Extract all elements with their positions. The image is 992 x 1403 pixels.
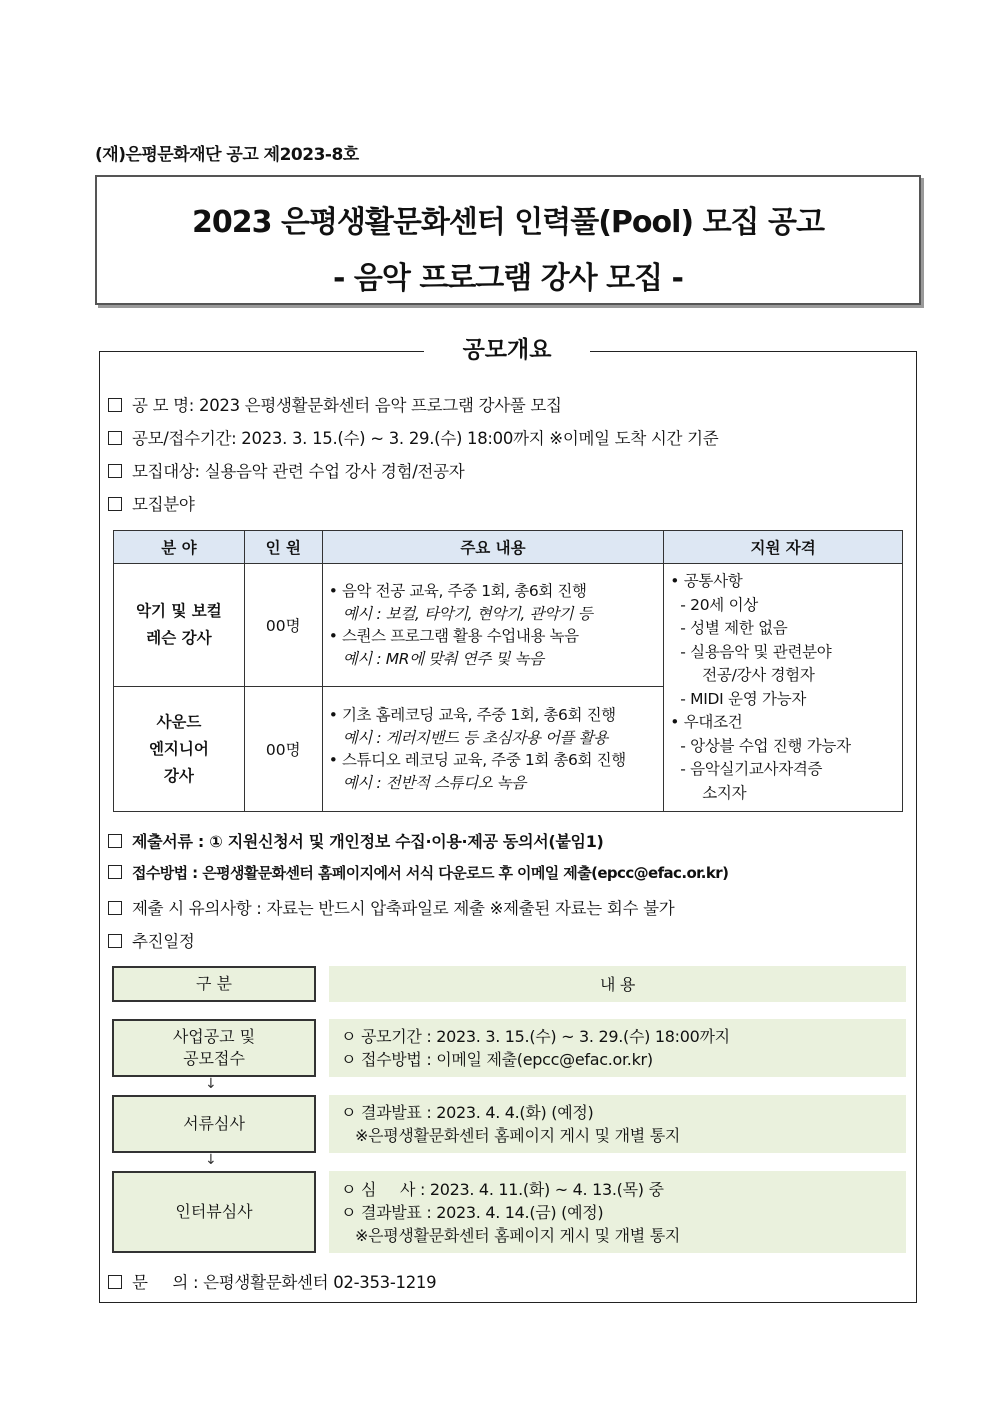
checkbox-icon (108, 464, 122, 478)
overview-frame (99, 351, 917, 1303)
inquiry: 문 의 : 은평생활문화센터 02-353-1219 (108, 1269, 436, 1293)
header-count: 인 원 (244, 531, 322, 564)
field-table (113, 530, 903, 812)
checkbox-icon (108, 1275, 122, 1289)
schedule-step-label: 사업공고 및 공모접수 (112, 1019, 316, 1077)
checkbox-icon (108, 865, 122, 879)
submission-method: 접수방법 : 은평생활문화센터 홈페이지에서 서식 다운로드 후 이메일 제출(epcc@efac.or.kr) (108, 862, 728, 883)
category-cell: 악기 및 보컬 레슨 강사 (114, 564, 245, 687)
header-qualification: 지원 자격 (664, 531, 903, 564)
checkbox-icon (108, 901, 122, 915)
schedule-step-content: ㅇ 공모기간 : 2023. 3. 15.(수) ~ 3. 29.(수) 18:00까지 ㅇ 접수방법 : 이메일 제출(epcc@efac.or.kr) (329, 1019, 906, 1077)
arrow-down-icon: ↓ (205, 1076, 217, 1092)
count-cell: 00명 (244, 687, 322, 812)
schedule-header-content: 내 용 (329, 966, 906, 1002)
checkbox-icon (108, 934, 122, 948)
submission-caution: 제출 시 유의사항 : 자료는 반드시 압축파일로 제출 ※제출된 자료는 회수 불가 (108, 895, 674, 919)
title-box (95, 175, 921, 305)
header-content: 주요 내용 (322, 531, 664, 564)
header-field: 분 야 (114, 531, 245, 564)
submission-documents: 제출서류 : ① 지원신청서 및 개인정보 수집·이용·제공 동의서(붙임1) (108, 829, 604, 852)
title-line2: - 음악 프로그램 강사 모집 - (333, 261, 683, 296)
schedule-step-label: 서류심사 (112, 1095, 316, 1153)
content-cell: • 음악 전공 교육, 주중 1회, 총6회 진행 예시 : 보컬, 타악기, 현악기, 관악기 등 • 스퀀스 프로그램 활용 수업내용 녹음 예시 : MR에 맞춰 연주 및 녹음 (322, 564, 664, 687)
checkbox-icon (108, 497, 122, 511)
title-line1: 2023 은평생활문화센터 인력풀(Pool) 모집 공고 (192, 205, 824, 240)
schedule-step-content: ㅇ 결과발표 : 2023. 4. 4.(화) (예정) ※은평생활문화센터 홈페이지 게시 및 개별 통지 (329, 1095, 906, 1153)
content-cell: • 기초 홈레코딩 교육, 주중 1회, 총6회 진행 예시 : 게러지밴드 등 초심자용 어플 활용 • 스튜디오 레코딩 교육, 주중 1회 총6회 진행 예시 : 전반적 스튜디오 녹음 (322, 687, 664, 812)
count-cell: 00명 (244, 564, 322, 687)
schedule-header-label: 구 분 (112, 966, 316, 1002)
table-row (114, 564, 903, 687)
notice-number: (재)은평문화재단 공고 제2023-8호 (95, 145, 359, 165)
checkbox-icon (108, 431, 122, 445)
overview-item-period: 공모/접수기간: 2023. 3. 15.(수) ~ 3. 29.(수) 18:00까지 ※이메일 도착 시간 기준 (108, 425, 718, 449)
arrow-down-icon: ↓ (205, 1152, 217, 1168)
checkbox-icon (108, 398, 122, 412)
field-table-header (114, 531, 903, 564)
overview-item-target: 모집대상: 실용음악 관련 수업 강사 경험/전공자 (108, 458, 464, 482)
schedule-step-label: 인터뷰심사 (112, 1171, 316, 1253)
schedule-title: 추진일정 (108, 928, 195, 952)
section-title: 공모개요 (424, 333, 590, 367)
category-cell: 사운드 엔지니어 강사 (114, 687, 245, 812)
schedule-step-content: ㅇ 심 사 : 2023. 4. 11.(화) ~ 4. 13.(목) 중 ㅇ 결과발표 : 2023. 4. 14.(금) (예정) ※은평생활문화센터 홈페이지 게시 및 개별 통지 (329, 1171, 906, 1253)
overview-item-name: 공 모 명: 2023 은평생활문화센터 음악 프로그램 강사풀 모집 (108, 392, 562, 416)
qualification-cell: • 공통사항 - 20세 이상 - 성별 제한 없음 - 실용음악 및 관련분야 전공/강사 경험자 - MIDI 운영 가능자 • 우대조건 - 앙상블 수업 진행 가능자 - 음악실기교사자격증 소지자 (664, 564, 903, 812)
overview-item-field: 모집분야 (108, 491, 195, 515)
checkbox-icon (108, 834, 122, 848)
